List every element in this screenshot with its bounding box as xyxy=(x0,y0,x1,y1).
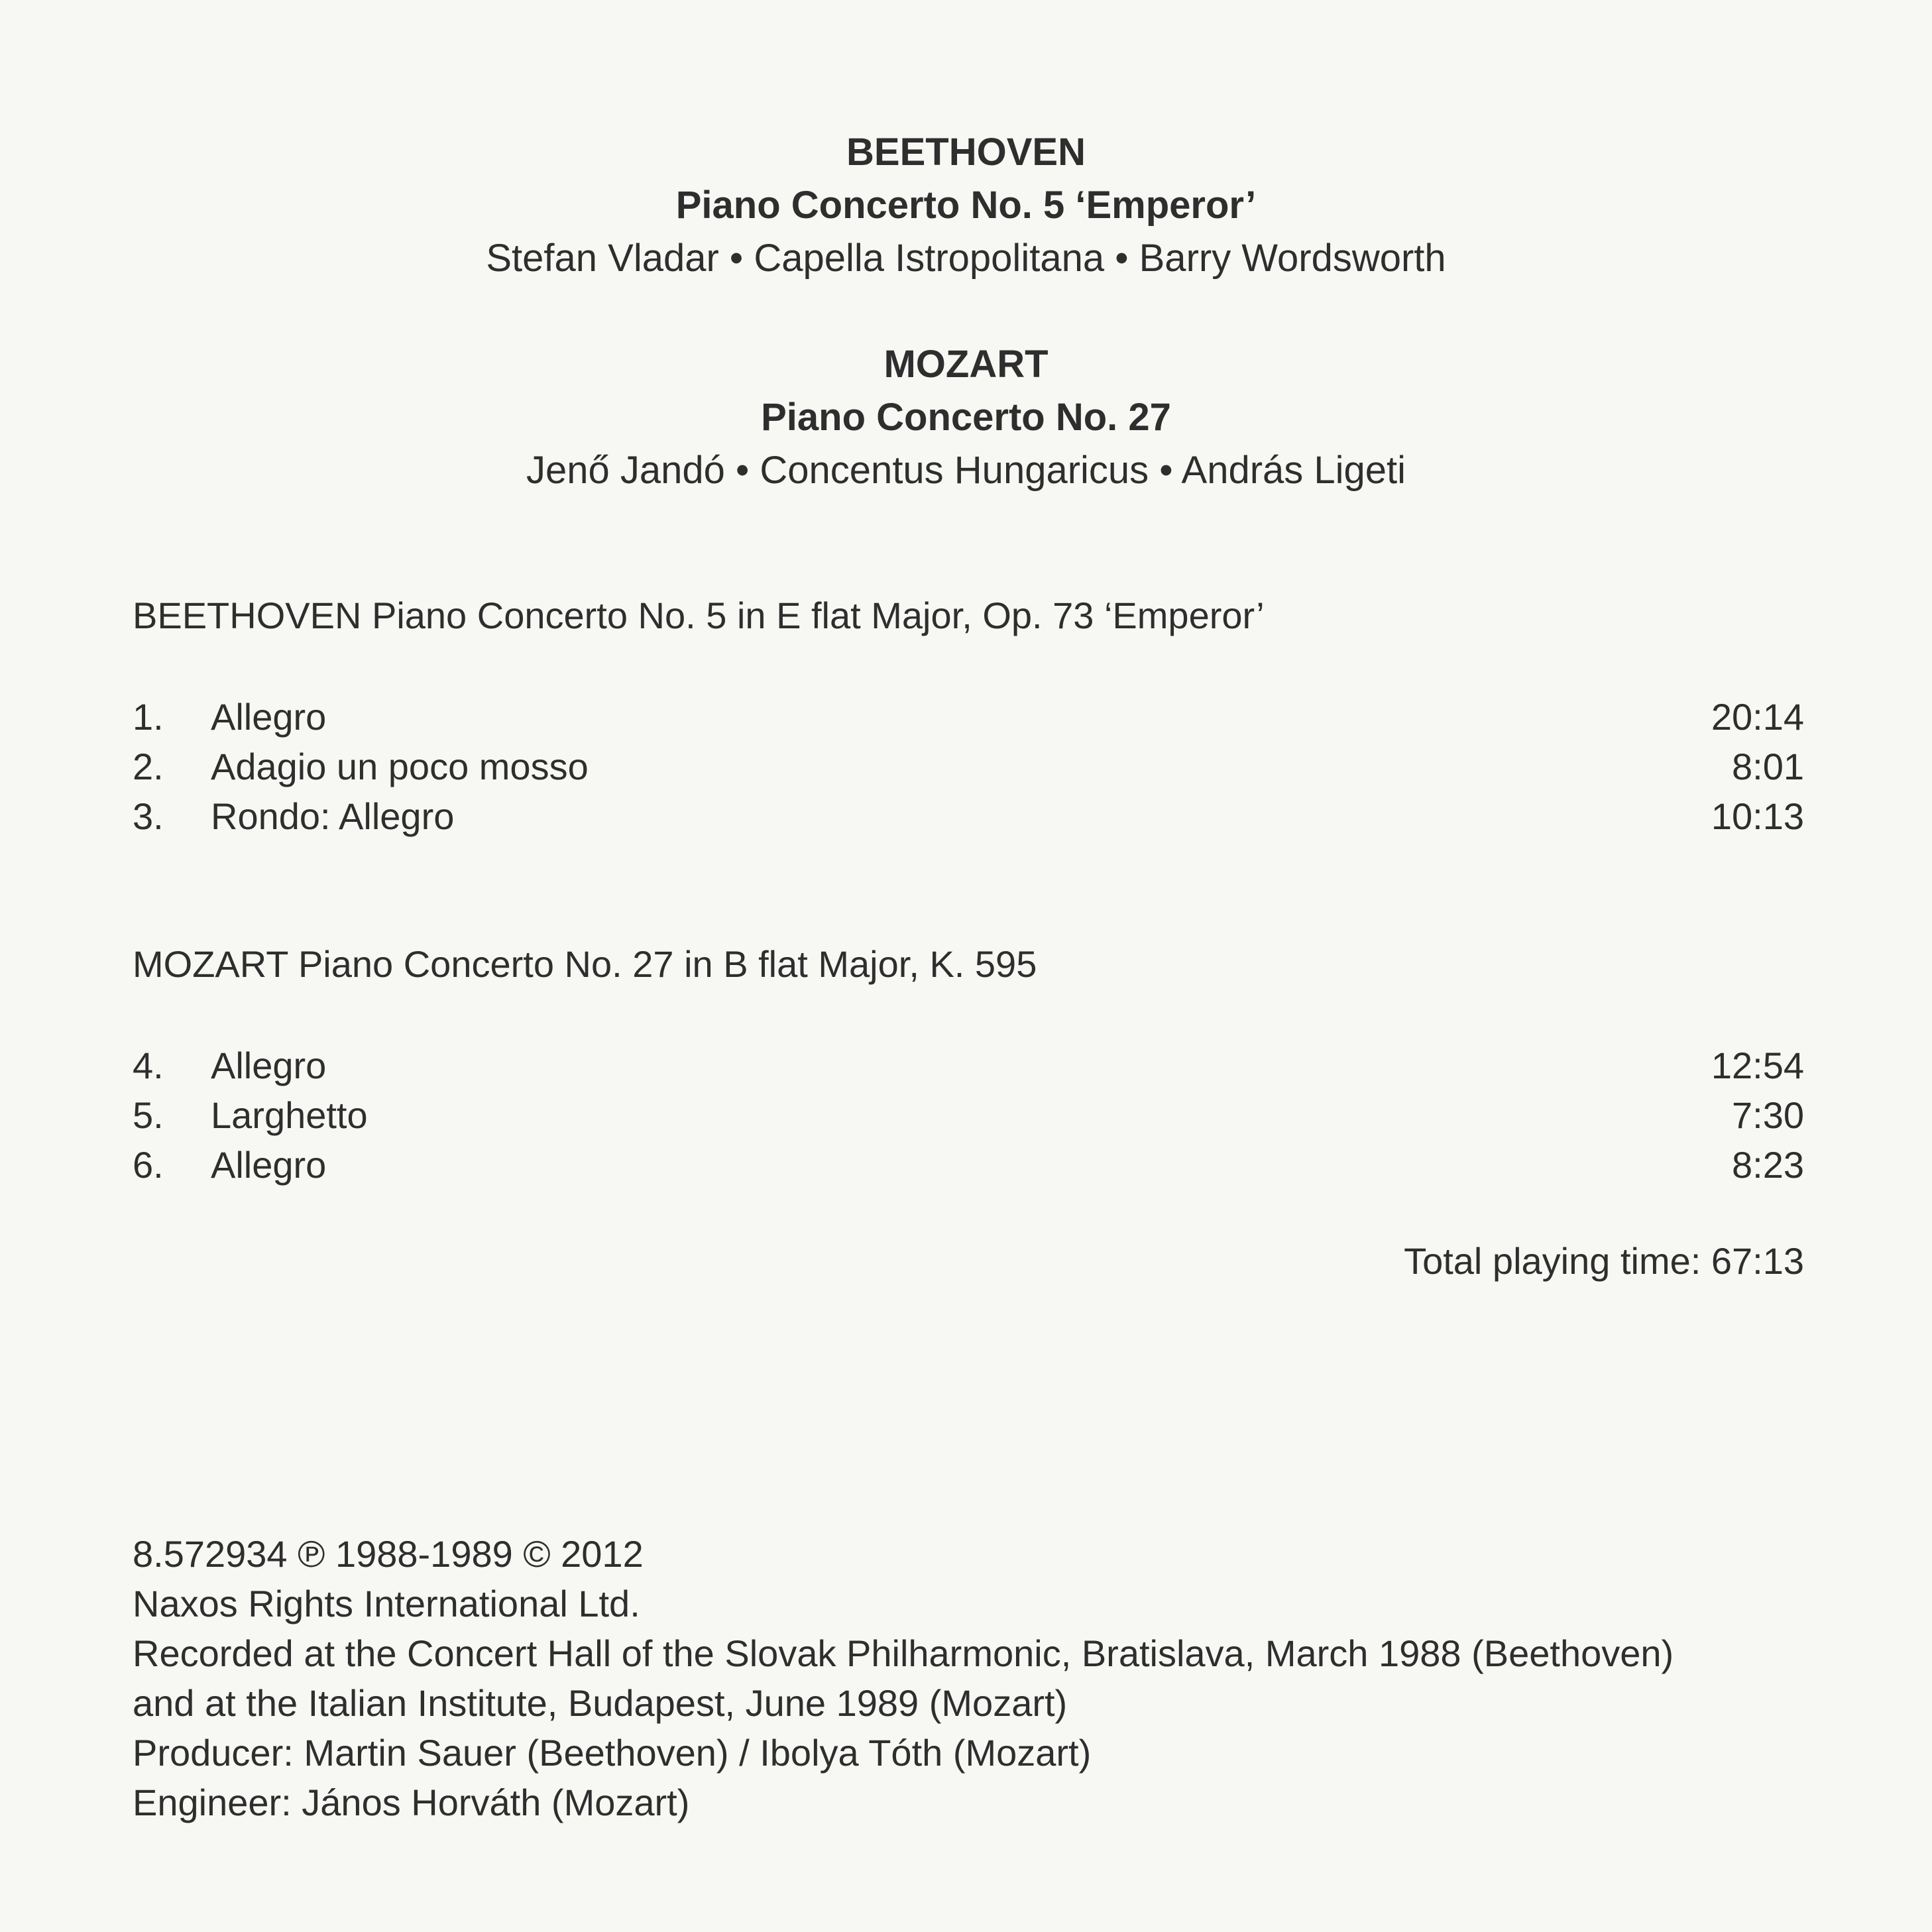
track-number: 5. xyxy=(133,1094,164,1136)
beethoven-track-list xyxy=(133,692,1804,841)
beethoven-header xyxy=(0,126,1932,285)
track-duration: 8:01 xyxy=(1732,746,1804,787)
producer-line: Producer: Martin Sauer (Beethoven) / Ibolya Tóth (Mozart) xyxy=(133,1732,1092,1774)
track-title: Allegro xyxy=(211,1045,327,1086)
track-duration: 7:30 xyxy=(1732,1094,1804,1136)
track-duration: 10:13 xyxy=(1711,795,1804,837)
track-duration: 12:54 xyxy=(1711,1045,1804,1086)
track-duration: 8:23 xyxy=(1732,1144,1804,1186)
track-row xyxy=(133,692,1804,742)
credits-block xyxy=(133,1529,1856,1827)
track-title: Adagio un poco mosso xyxy=(211,746,589,787)
track-number: 4. xyxy=(133,1045,164,1086)
catalog-line: 8.572934 ℗ 1988-1989 © 2012 xyxy=(133,1533,644,1575)
beethoven-work-title: BEETHOVEN Piano Concerto No. 5 in E flat Major, Op. 73 ‘Emperor’ xyxy=(133,595,1265,636)
recording-venue-line: Recorded at the Concert Hall of the Slovak Philharmonic, Bratislava, March 1988 (Beethoven) xyxy=(133,1632,1674,1674)
track-row xyxy=(133,742,1804,791)
rights-line: Naxos Rights International Ltd. xyxy=(133,1583,640,1624)
track-row xyxy=(133,1140,1804,1190)
mozart-work: Piano Concerto No. 27 xyxy=(761,396,1171,439)
mozart-composer: MOZART xyxy=(883,343,1049,386)
engineer-line: Engineer: János Horváth (Mozart) xyxy=(133,1782,690,1823)
track-number: 3. xyxy=(133,795,164,837)
track-title: Allegro xyxy=(211,1144,327,1186)
track-row xyxy=(133,1041,1804,1090)
track-number: 6. xyxy=(133,1144,164,1186)
total-playing-time: Total playing time: 67:13 xyxy=(1404,1240,1804,1282)
track-row xyxy=(133,791,1804,841)
beethoven-work: Piano Concerto No. 5 ‘Emperor’ xyxy=(675,184,1257,227)
mozart-header xyxy=(0,338,1932,497)
recording-venue-line-2: and at the Italian Institute, Budapest, June 1989 (Mozart) xyxy=(133,1682,1068,1724)
track-number: 2. xyxy=(133,746,164,787)
beethoven-composer: BEETHOVEN xyxy=(846,131,1086,174)
track-title: Larghetto xyxy=(211,1094,368,1136)
track-duration: 20:14 xyxy=(1711,696,1804,738)
mozart-track-list xyxy=(133,1041,1804,1190)
track-title: Rondo: Allegro xyxy=(211,795,455,837)
track-row xyxy=(133,1090,1804,1140)
mozart-performers: Jenő Jandó • Concentus Hungaricus • András Ligeti xyxy=(526,449,1406,492)
mozart-work-title: MOZART Piano Concerto No. 27 in B flat Major, K. 595 xyxy=(133,943,1037,985)
beethoven-performers: Stefan Vladar • Capella Istropolitana • Barry Wordsworth xyxy=(486,237,1446,280)
track-title: Allegro xyxy=(211,696,327,738)
track-number: 1. xyxy=(133,696,164,738)
